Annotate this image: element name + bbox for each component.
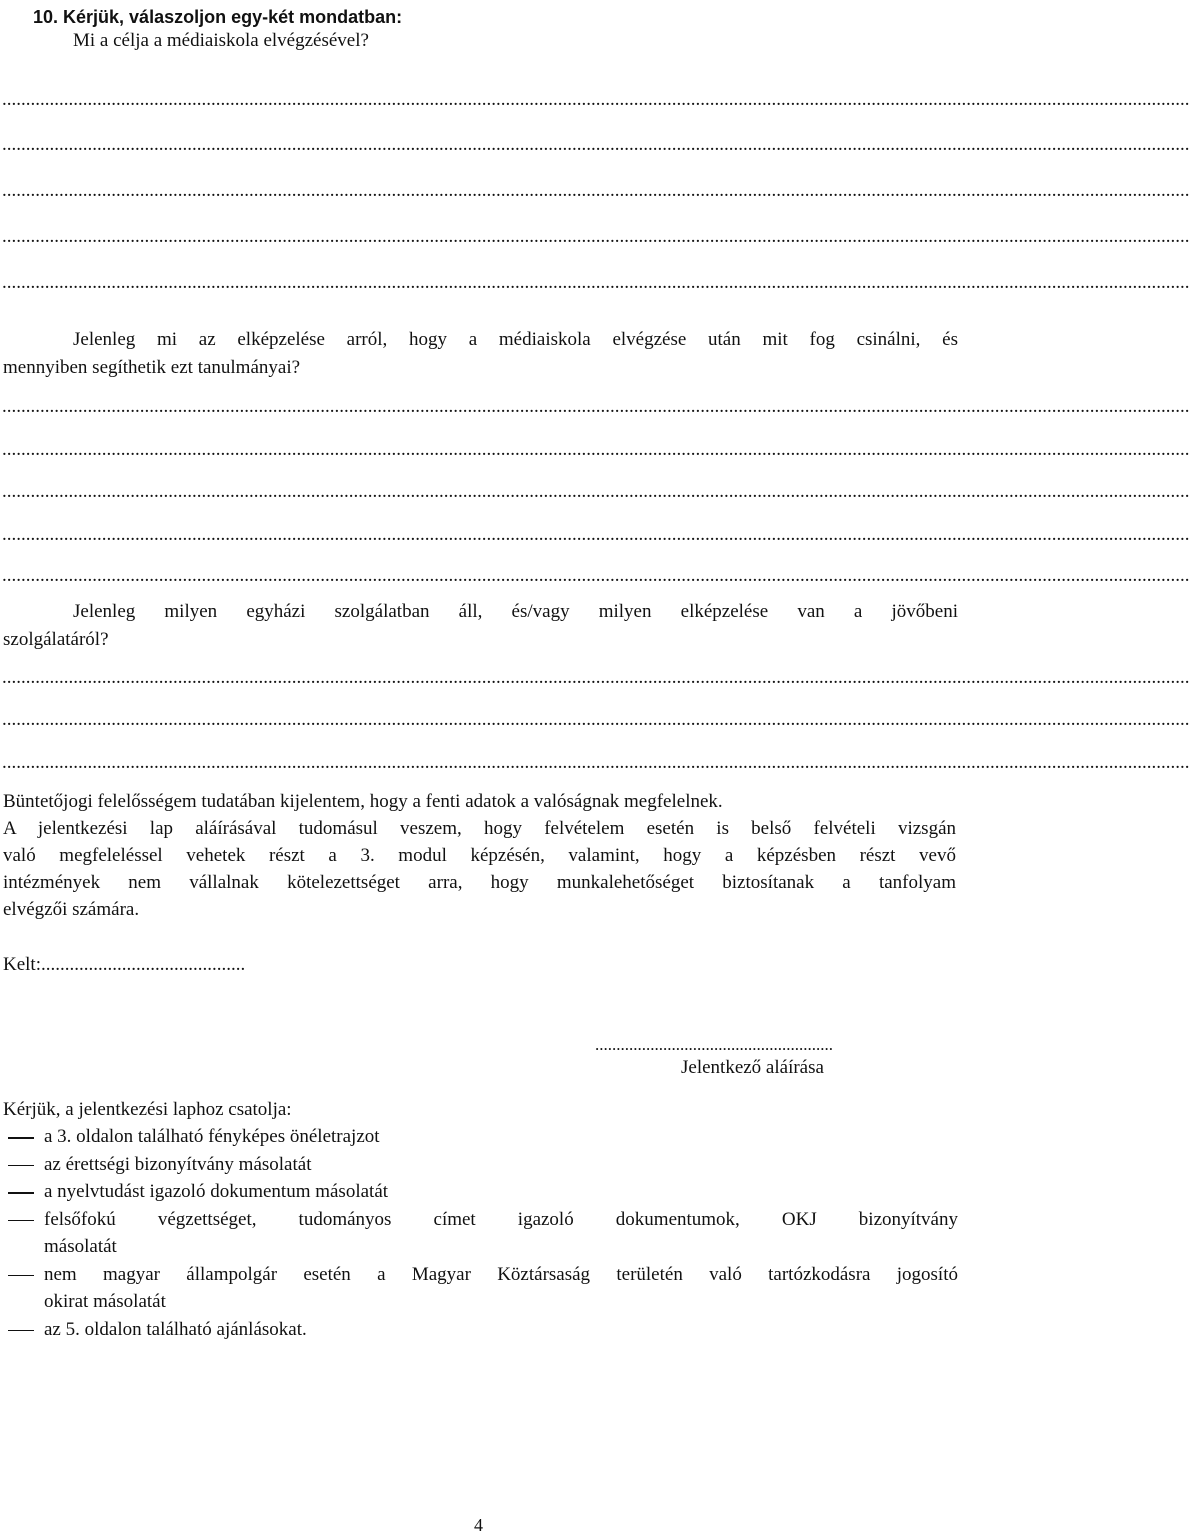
list-item-text: a nyelvtudást igazoló dokumentum másolatát bbox=[44, 1181, 389, 1202]
list-item-text: nem magyar állampolgár esetén a Magyar Köztársaság területén való tartózkodásra jogosító bbox=[44, 1263, 958, 1285]
declaration-line: intézmények nem vállalnak kötelezettséget arra, hogy munkalehetőséget biztosítanak a tanfolyam bbox=[3, 872, 956, 893]
list-item bbox=[0, 1151, 960, 1179]
signature-label: Jelentkező aláírása bbox=[681, 1057, 824, 1078]
page-number: 4 bbox=[474, 1515, 483, 1535]
answer-line[interactable]: .......................................................................................................................................................................................................................................................... bbox=[2, 481, 1190, 502]
list-item-text: okirat másolatát bbox=[44, 1291, 166, 1312]
list-item-text: a 3. oldalon található fényképes önéletrajzot bbox=[44, 1126, 380, 1147]
declaration-line: való megfeleléssel vehetek részt a 3. modul képzésén, valamint, hogy a képzésben részt vevő bbox=[3, 845, 956, 866]
dash-bullet-icon bbox=[8, 1275, 34, 1277]
list-item bbox=[0, 1261, 960, 1316]
answer-line[interactable]: .......................................................................................................................................................................................................................................................... bbox=[2, 134, 1190, 155]
list-item-text: az érettségi bizonyítvány másolatát bbox=[44, 1153, 312, 1175]
answer-line[interactable]: .......................................................................................................................................................................................................................................................... bbox=[2, 396, 1190, 417]
answer-line[interactable]: .......................................................................................................................................................................................................................................................... bbox=[2, 272, 1190, 293]
question-church-service: Jelenleg milyen egyházi szolgálatban áll, és/vagy milyen elképzelése van a jövőbeni bbox=[73, 601, 958, 622]
question-purpose: Mi a célja a médiaiskola elvégzésével? bbox=[73, 30, 369, 51]
attachments-list bbox=[0, 1123, 960, 1343]
answer-line[interactable]: .......................................................................................................................................................................................................................................................... bbox=[2, 439, 1190, 460]
answer-line[interactable]: .......................................................................................................................................................................................................................................................... bbox=[2, 709, 1190, 730]
date-field[interactable]: Kelt:........................................... bbox=[3, 954, 246, 975]
declaration-line: elvégzői számára. bbox=[3, 899, 140, 920]
list-item bbox=[0, 1316, 960, 1344]
declaration-line: A jelentkezési lap aláírásával tudomásul veszem, hogy felvételem esetén is belső felvételi vizsgán bbox=[3, 818, 956, 839]
declaration-statement: Büntetőjogi felelősségem tudatában kijelentem, hogy a fenti adatok a valóságnak megfelelnek. bbox=[3, 791, 723, 812]
list-item-text: az 5. oldalon található ajánlásokat. bbox=[44, 1318, 307, 1340]
section-heading: 10. Kérjük, válaszoljon egy-két mondatban: bbox=[33, 7, 403, 27]
dash-bullet-icon bbox=[8, 1220, 34, 1222]
answer-line[interactable]: .......................................................................................................................................................................................................................................................... bbox=[2, 180, 1190, 201]
dash-bullet-icon bbox=[8, 1330, 34, 1332]
list-item bbox=[0, 1178, 960, 1206]
answer-line[interactable]: .......................................................................................................................................................................................................................................................... bbox=[2, 524, 1190, 545]
question-church-service-cont: szolgálatáról? bbox=[3, 629, 109, 650]
declaration-paragraph bbox=[3, 815, 956, 923]
attachments-intro: Kérjük, a jelentkezési laphoz csatolja: bbox=[3, 1099, 292, 1120]
dash-bullet-icon bbox=[8, 1165, 34, 1167]
question-future-plans-cont: mennyiben segíthetik ezt tanulmányai? bbox=[3, 357, 301, 378]
dash-bullet-icon bbox=[8, 1137, 34, 1139]
list-item-text: másolatát bbox=[44, 1236, 117, 1257]
list-item-text: felsőfokú végzettséget, tudományos címet igazoló dokumentumok, OKJ bizonyítvány bbox=[44, 1208, 958, 1230]
dash-bullet-icon bbox=[8, 1192, 34, 1194]
answer-line[interactable]: .......................................................................................................................................................................................................................................................... bbox=[2, 667, 1190, 688]
list-item bbox=[0, 1123, 960, 1151]
answer-line[interactable]: .......................................................................................................................................................................................................................................................... bbox=[2, 89, 1190, 110]
answer-line[interactable]: .......................................................................................................................................................................................................................................................... bbox=[2, 752, 1190, 773]
signature-line[interactable]: ........................................................ bbox=[595, 1035, 833, 1054]
question-future-plans: Jelenleg mi az elképzelése arról, hogy a médiaiskola elvégzése után mit fog csinálni, és bbox=[73, 329, 958, 350]
answer-line[interactable]: .......................................................................................................................................................................................................................................................... bbox=[2, 226, 1190, 247]
list-item bbox=[0, 1206, 960, 1261]
answer-line[interactable]: .......................................................................................................................................................................................................................................................... bbox=[2, 565, 1190, 586]
